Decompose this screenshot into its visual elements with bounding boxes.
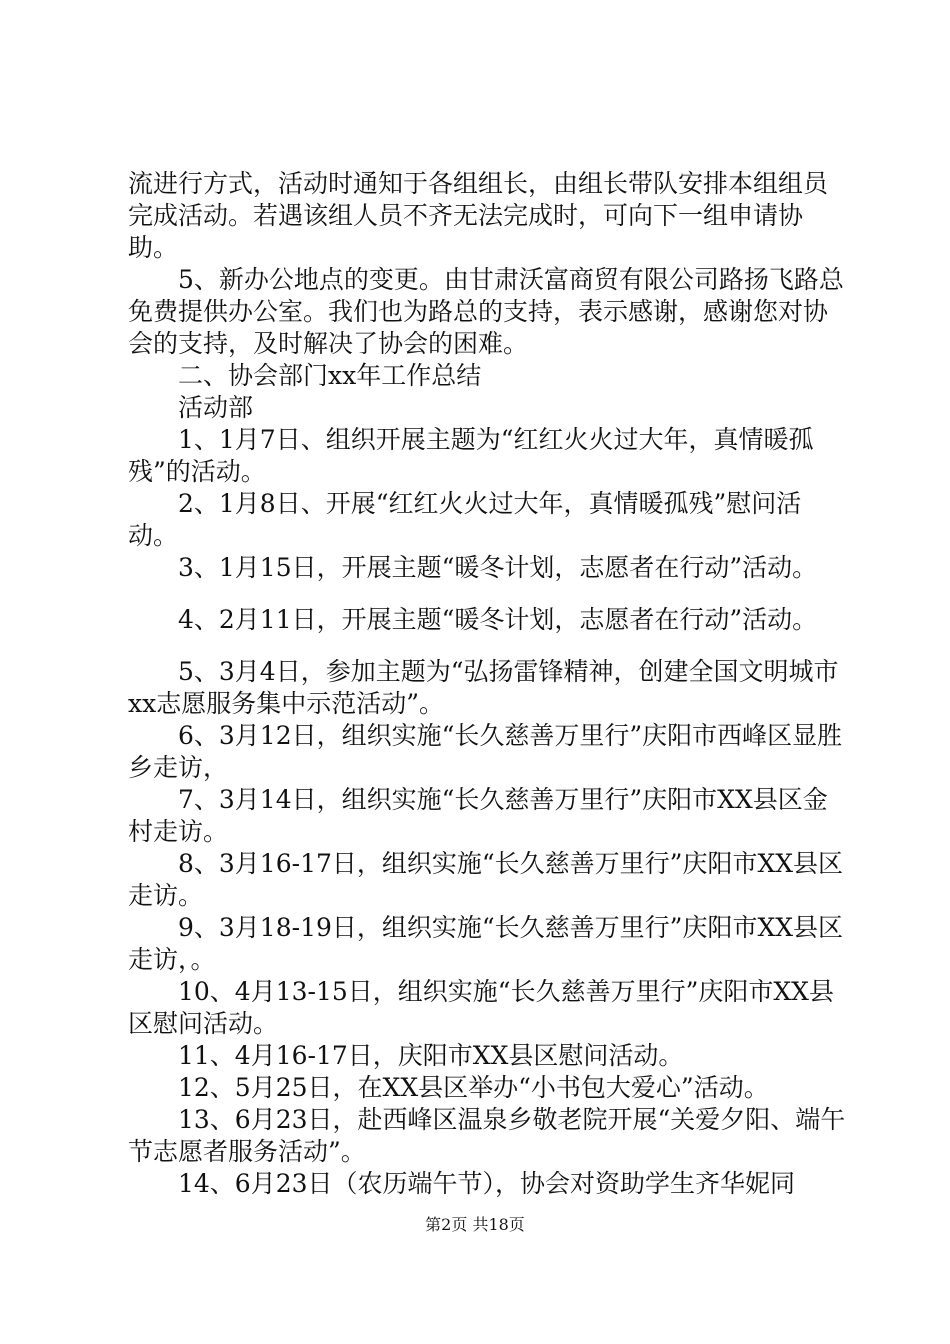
list-item-13: 13、6月23日，赴西峰区温泉乡敬老院开展“关爱夕阳、端午节志愿者服务活动”。 — [128, 1105, 846, 1166]
paragraph-1: 流进行方式，活动时通知于各组组长，由组长带队安排本组组员完成活动。若遇该组人员不齐无法完成时，可向下一组申请协助。 — [128, 169, 829, 262]
list-item-1: 1、1月7日、组织开展主题为“红红火火过大年，真情暖孤残”的活动。 — [128, 425, 814, 486]
list-item-8: 8、3月16-17日，组织实施“长久慈善万里行”庆阳市XX县区走访。 — [128, 849, 844, 910]
list-item-3: 3、1月15日，开展主题“暖冬计划，志愿者在行动”活动。 — [128, 553, 818, 582]
list-item-12: 12、5月25日，在XX县区举办“小书包大爱心”活动。 — [128, 1073, 769, 1102]
list-item-5: 5、3月4日，参加主题为“弘扬雷锋精神，创建全国文明城市xx志愿服务集中示范活动”。 — [128, 657, 839, 718]
document-body — [128, 168, 848, 1200]
list-item-11: 11、4月16-17日，庆阳市XX县区慰问活动。 — [128, 1041, 684, 1070]
list-item-10: 10、4月13-15日，组织实施“长久慈善万里行”庆阳市XX县区慰问活动。 — [128, 977, 834, 1038]
list-item-2: 2、1月8日、开展“红红火火过大年，真情暖孤残”慰问活动。 — [128, 489, 802, 550]
list-item-6: 6、3月12日，组织实施“长久慈善万里行”庆阳市西峰区显胜乡走访， — [128, 721, 843, 782]
subsection-heading: 活动部 — [128, 393, 254, 422]
list-item-4: 4、2月11日，开展主题“暖冬计划，志愿者在行动”活动。 — [128, 605, 818, 634]
blank-line — [128, 584, 848, 604]
list-item-7: 7、3月14日，组织实施“长久慈善万里行”庆阳市XX县区金村走访。 — [128, 785, 828, 846]
page-number-footer: 第2页 共18页 — [425, 1215, 525, 1234]
list-item-14: 14、6月23日（农历端午节），协会对资助学生齐华妮同 — [128, 1169, 796, 1198]
blank-line — [128, 636, 848, 656]
section-heading: 二、协会部门xx年工作总结 — [128, 361, 482, 390]
list-item-9: 9、3月18-19日，组织实施“长久慈善万里行”庆阳市XX县区走访，。 — [128, 913, 844, 974]
paragraph-2: 5、新办公地点的变更。由甘肃沃富商贸有限公司路扬飞路总免费提供办公室。我们也为路总的支持，表示感谢，感谢您对协会的支持，及时解决了协会的困难。 — [128, 265, 844, 358]
